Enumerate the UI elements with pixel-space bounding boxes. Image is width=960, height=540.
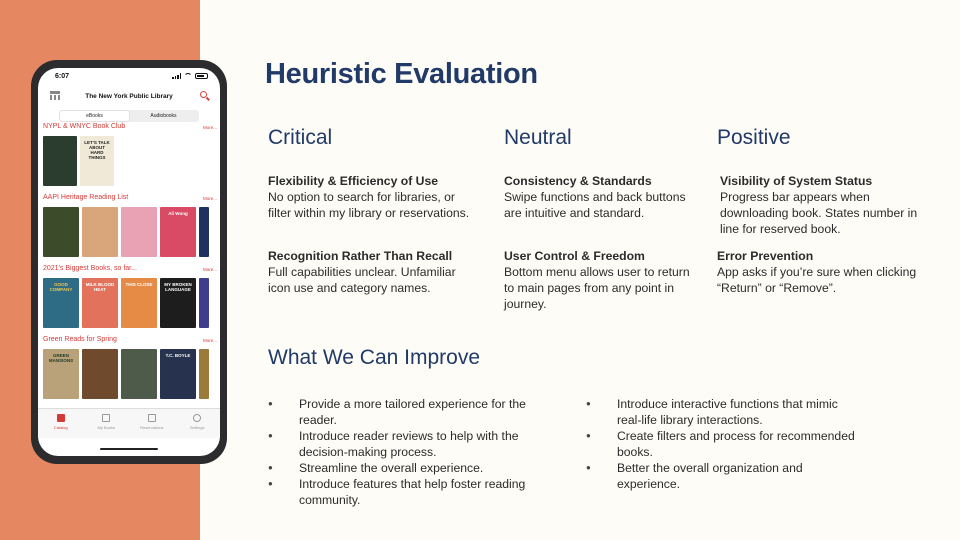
tab-settings[interactable]	[175, 409, 221, 438]
section-header	[43, 194, 217, 204]
heuristic-title: Consistency & Standards	[504, 174, 652, 188]
segment-audiobooks[interactable]: Audiobooks	[150, 113, 177, 119]
book-cover[interactable]	[43, 278, 79, 328]
heuristic-title: Visibility of System Status	[720, 174, 873, 188]
more-link[interactable]: More...	[202, 267, 217, 272]
battery-icon	[195, 73, 208, 79]
book-cover-text: T.C. BOYLE	[165, 353, 191, 358]
heuristic-text: No option to search for libraries, or filter within my library or reservations.	[268, 190, 470, 220]
status-icons	[172, 73, 208, 79]
gear-icon	[193, 414, 201, 422]
app-title: The New York Public Library	[85, 93, 173, 100]
more-link[interactable]: More...	[202, 196, 217, 201]
book-carousel	[43, 207, 209, 257]
heuristic-title: User Control & Freedom	[504, 249, 645, 263]
list-item: ● Introduce interactive functions that mimic real-life library interactions.	[586, 396, 856, 428]
more-link[interactable]: More...	[202, 338, 217, 343]
tab-my-books[interactable]	[84, 409, 130, 438]
improve-heading: What We Can Improve	[268, 346, 481, 369]
section-title: AAPI Heritage Reading List	[43, 194, 129, 201]
improve-list-left	[268, 396, 563, 508]
status-time: 6:07	[55, 73, 70, 80]
heuristic-item	[268, 248, 473, 296]
heuristic-text: Full capabilities unclear. Unfamiliar icon use and category names.	[268, 265, 456, 295]
heuristic-item	[268, 173, 473, 221]
heuristic-item	[720, 173, 935, 237]
book-cover-text: Ali Wong	[168, 211, 188, 216]
search-icon[interactable]	[199, 90, 211, 102]
heuristic-item	[504, 173, 694, 221]
improve-list-right	[586, 396, 856, 492]
book-cover[interactable]	[43, 349, 79, 399]
heuristic-text: Swipe functions and back buttons are intuitive and standard.	[504, 190, 686, 220]
heuristic-text: Bottom menu allows user to return to main pages from any point in journey.	[504, 265, 690, 311]
book-carousel	[43, 136, 114, 186]
book-cover[interactable]	[82, 278, 118, 328]
book-cover[interactable]	[199, 207, 209, 257]
tab-label: My Books	[97, 425, 116, 430]
list-item: ● Create filters and process for recommended books.	[586, 428, 856, 460]
section-header	[43, 336, 217, 346]
book-cover-text: MY BROKEN LANGUAGE	[164, 282, 192, 292]
heuristic-title: Error Prevention	[717, 249, 814, 263]
list-item: ● Better the overall organization and experience.	[586, 460, 856, 492]
tab-label: Catalog	[53, 425, 68, 430]
phone-mockup	[31, 60, 227, 464]
signal-icon	[172, 73, 181, 79]
books-icon	[102, 414, 110, 422]
book-cover[interactable]	[82, 349, 118, 399]
book-cover[interactable]	[43, 136, 77, 186]
section-header	[43, 123, 217, 133]
list-item: ● Streamline the overall experience.	[268, 460, 563, 476]
book-cover[interactable]	[121, 278, 157, 328]
heuristic-text: Progress bar appears when downloading book. States number in line for reserved book.	[720, 190, 918, 236]
format-segmented-control	[59, 110, 199, 122]
section-title: Green Reads for Spring	[43, 336, 117, 343]
heuristic-item	[717, 248, 932, 296]
book-cover[interactable]	[121, 349, 157, 399]
book-cover-text: MILK BLOOD HEAT	[85, 282, 115, 292]
positive-heading: Positive	[717, 126, 791, 149]
tab-label: Reservations	[140, 425, 164, 430]
heuristic-title: Flexibility & Efficiency of Use	[268, 174, 438, 188]
segment-ebooks[interactable]: eBooks	[60, 111, 129, 121]
tab-reservations[interactable]	[129, 409, 175, 438]
book-cover-text: GOOD COMPANY	[49, 282, 73, 292]
book-cover[interactable]	[121, 207, 157, 257]
catalog-icon	[57, 414, 65, 422]
book-carousel	[43, 349, 209, 396]
heuristic-text: App asks if you’re sure when clicking “Return” or “Remove”.	[717, 265, 917, 295]
book-cover-text: THIS CLOSE	[125, 282, 153, 287]
section-title: NYPL & WNYC Book Club	[43, 123, 126, 130]
book-cover[interactable]	[199, 349, 209, 399]
app-header	[38, 88, 220, 106]
book-cover-text: GREEN MANSIONS	[48, 353, 74, 363]
status-bar	[38, 68, 220, 86]
bottom-tab-bar	[38, 408, 220, 438]
phone-screen	[38, 68, 220, 456]
list-item: ● Introduce reader reviews to help with the decision-making process.	[268, 428, 563, 460]
book-cover[interactable]	[199, 278, 209, 328]
book-cover[interactable]	[43, 207, 79, 257]
list-item: ● Introduce features that help foster reading community.	[268, 476, 563, 508]
book-cover[interactable]	[82, 207, 118, 257]
neutral-heading: Neutral	[504, 126, 572, 149]
book-cover[interactable]	[80, 136, 114, 186]
reservations-icon	[148, 414, 156, 422]
book-cover[interactable]	[160, 349, 196, 399]
heuristic-title: Recognition Rather Than Recall	[268, 249, 453, 263]
section-title: 2021's Biggest Books, so far...	[43, 265, 137, 272]
tab-label: Settings	[190, 425, 205, 430]
critical-heading: Critical	[268, 126, 333, 149]
tab-catalog[interactable]	[38, 409, 84, 438]
home-indicator	[100, 448, 158, 450]
page-title: Heuristic Evaluation	[265, 58, 538, 90]
list-item: ● Provide a more tailored experience for the reader.	[268, 396, 563, 428]
wifi-icon	[184, 73, 192, 79]
heuristic-item	[504, 248, 694, 312]
book-carousel	[43, 278, 209, 328]
section-header	[43, 265, 217, 275]
more-link[interactable]: More...	[202, 125, 217, 130]
book-cover[interactable]	[160, 278, 196, 328]
book-cover[interactable]	[160, 207, 196, 257]
book-cover-text: LET'S TALK ABOUT HARD THINGS	[84, 140, 110, 160]
